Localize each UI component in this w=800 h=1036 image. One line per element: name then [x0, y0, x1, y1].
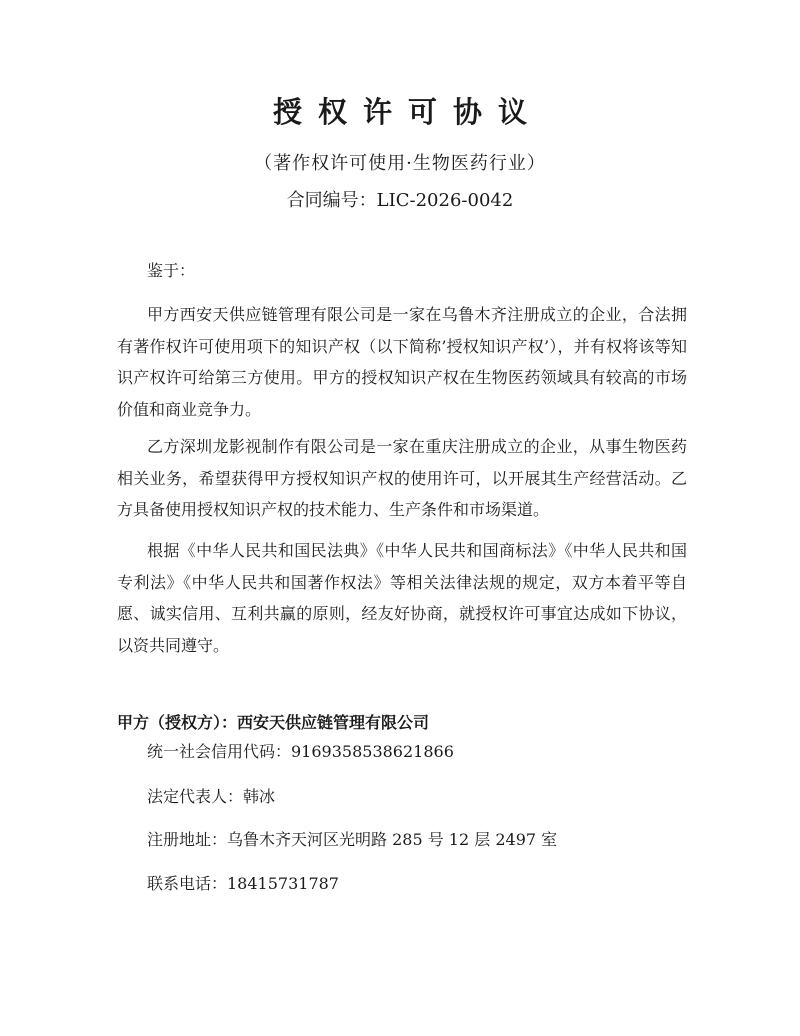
- recital-paragraph-legal-basis: 根据《中华人民共和国民法典》《中华人民共和国商标法》《中华人民共和国专利法》《中华人民共和国著作权法》等相关法律法规的规定，双方本着平等自愿、诚实信用、互利共赢的原则，经友好协商，就授权许可事宜达成如下协议，以资共同遵守。: [117, 541, 687, 655]
- party-a-phone: 联系电话：18415731787: [147, 874, 339, 893]
- contract-number: 合同编号：LIC-2026-0042: [286, 190, 514, 211]
- document-subtitle: （著作权许可使用·生物医药行业）: [254, 153, 546, 174]
- party-a-credit-code: 统一社会信用代码：9169358538621866: [147, 742, 454, 761]
- recital-paragraph-party-a: 甲方西安天供应链管理有限公司是一家在乌鲁木齐注册成立的企业，合法拥有著作权许可使用项下的知识产权（以下简称’授权知识产权’），并有权将该等知识产权许可给第三方使用。甲方的授权知识产权在生物医药领域具有较高的市场价值和商业竞争力。: [117, 305, 687, 419]
- recital-paragraph-party-b: 乙方深圳龙影视制作有限公司是一家在重庆注册成立的企业，从事生物医药相关业务，希望获得甲方授权知识产权的使用许可，以开展其生产经营活动。乙方具备使用授权知识产权的技术能力、生产条件和市场渠道。: [117, 437, 687, 519]
- document-title: 授权许可协议: [272, 95, 543, 129]
- party-a-address: 注册地址：乌鲁木齐天河区光明路 285 号 12 层 2497 室: [147, 830, 558, 849]
- recitals-heading: 鉴于：: [147, 261, 196, 280]
- party-a-heading: 甲方（授权方）：西安天供应链管理有限公司: [117, 713, 430, 732]
- party-a-legal-representative: 法定代表人：韩冰: [147, 787, 276, 806]
